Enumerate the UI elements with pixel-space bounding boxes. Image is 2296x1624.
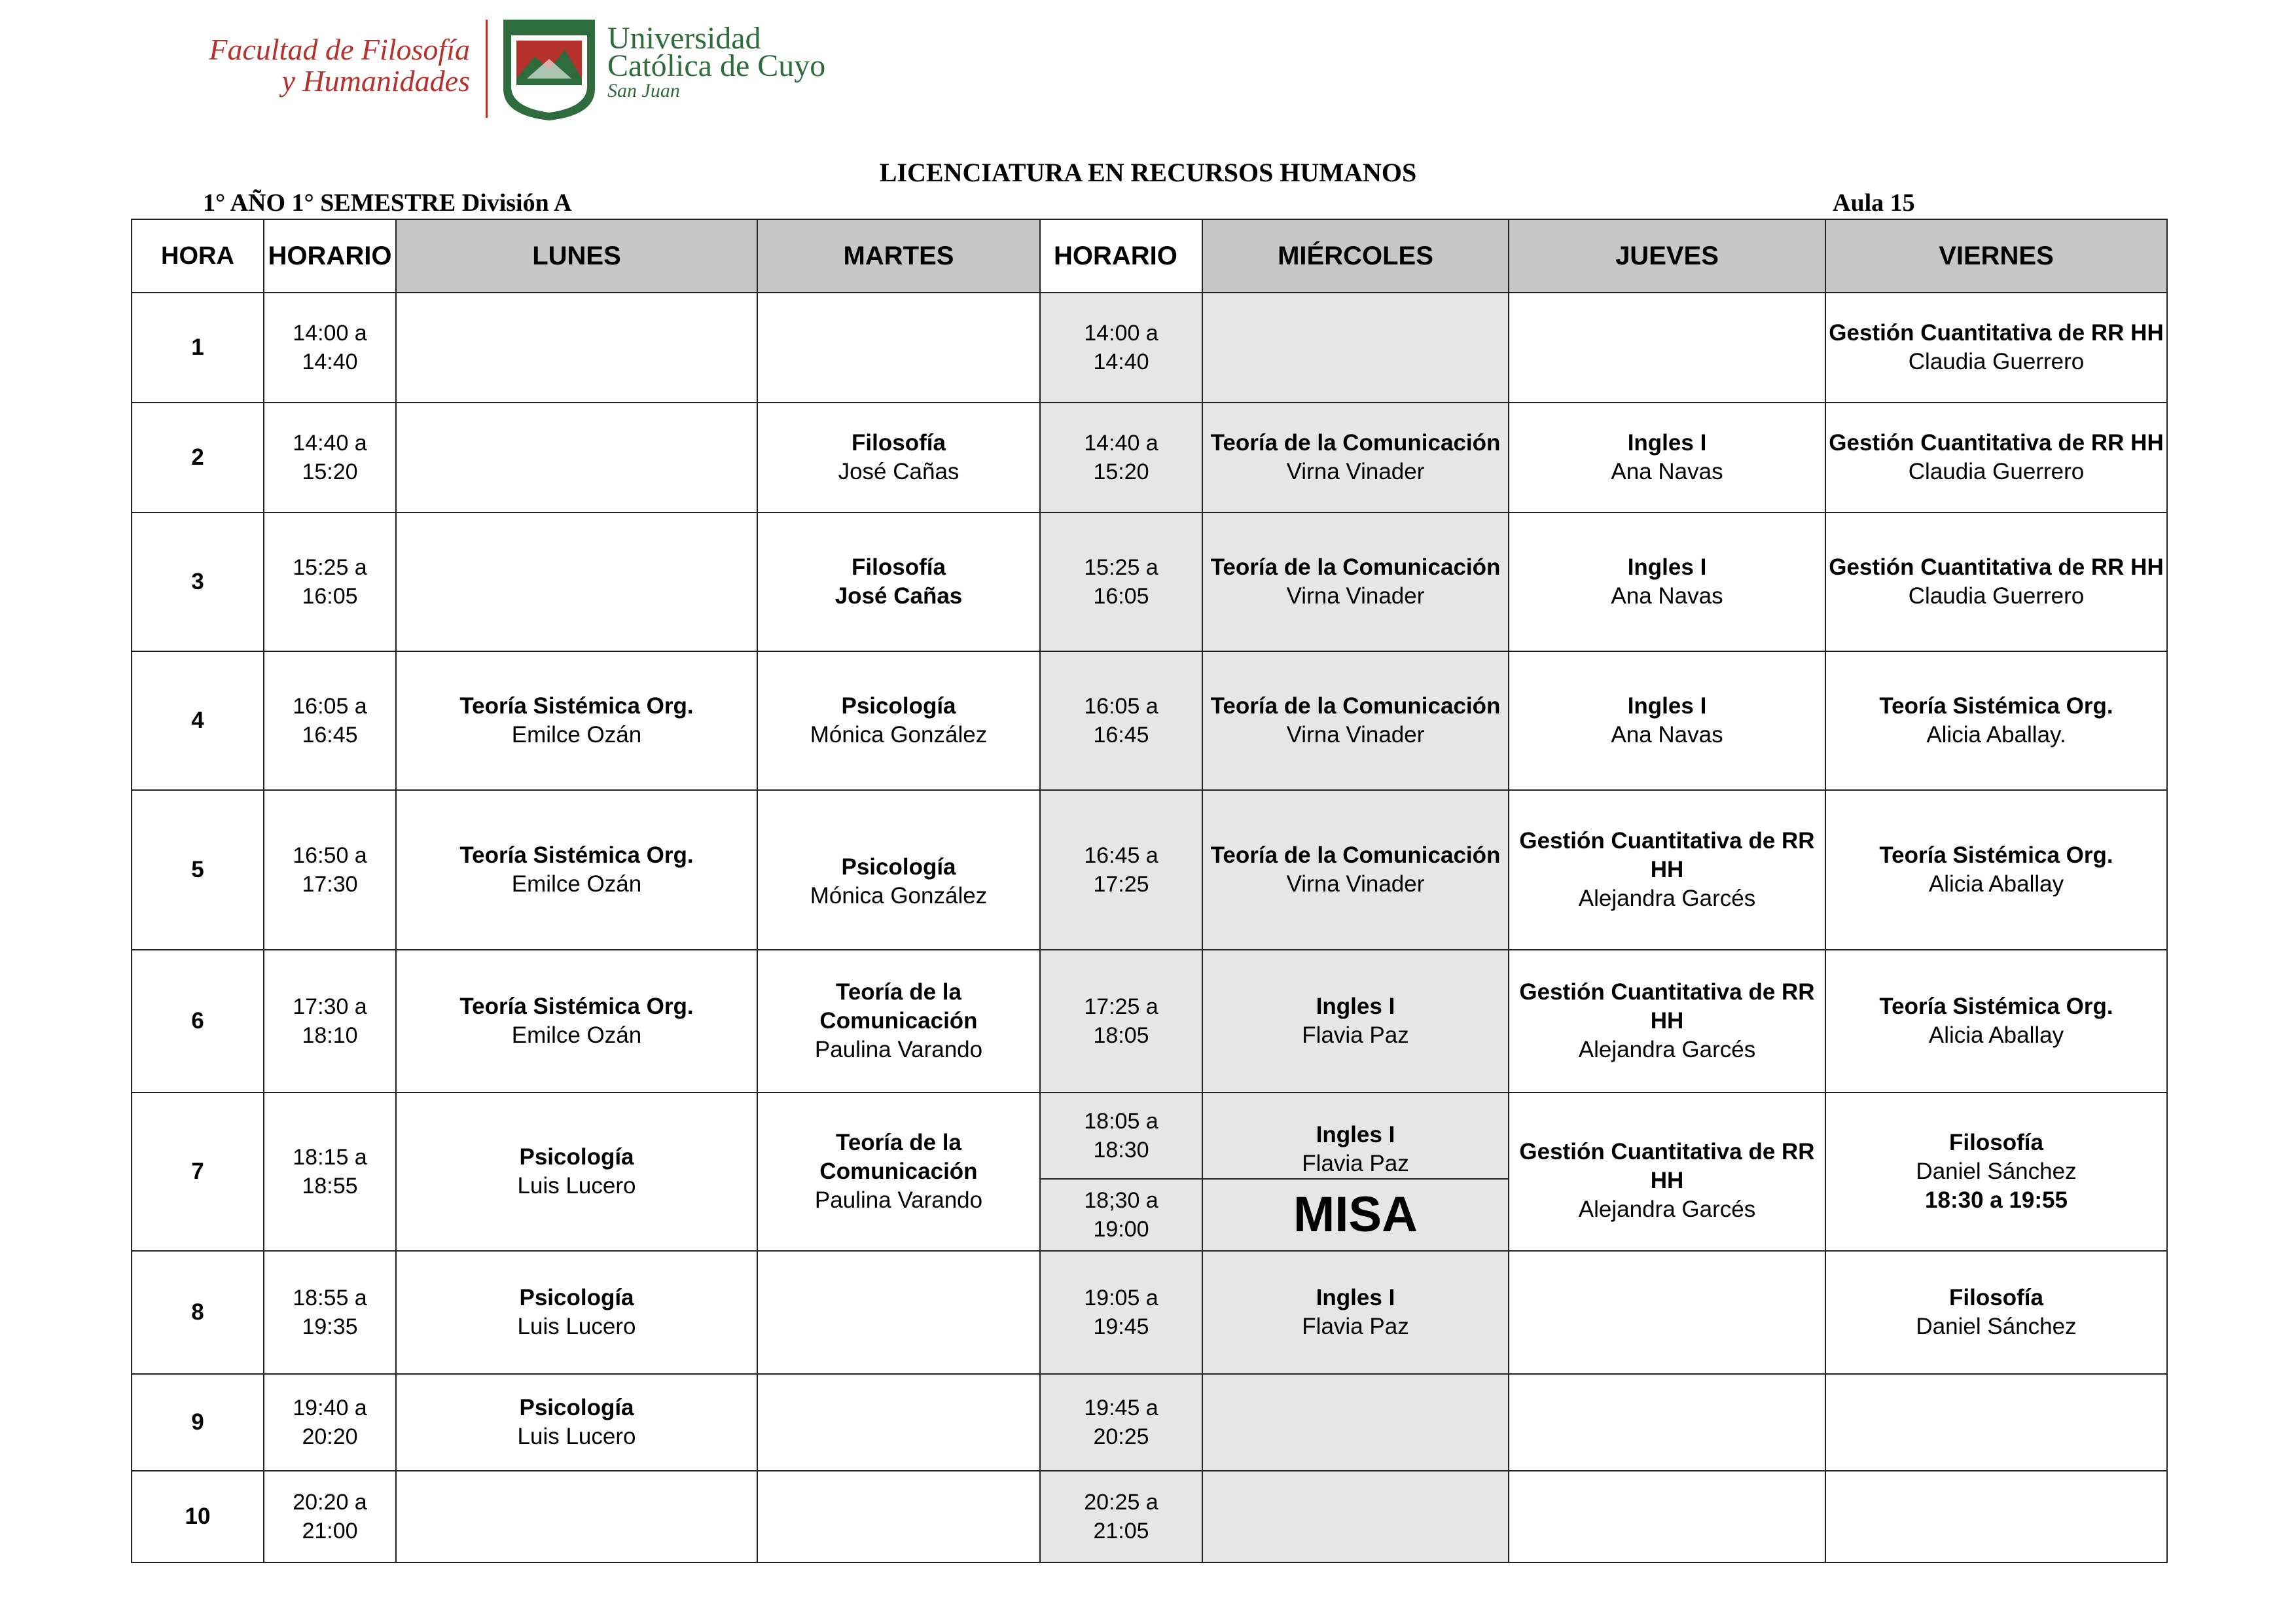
time-end: 21:05 (1093, 1519, 1149, 1543)
hora-cell: 8 (132, 1251, 264, 1374)
subject-name: Teoría de la Comunicación (819, 979, 978, 1034)
subject-name: Psicología (519, 1285, 634, 1310)
teacher-name: Mónica González (810, 722, 988, 748)
time-start: 16:45 a (1084, 843, 1158, 868)
time-start: 19:40 a (293, 1396, 367, 1420)
time-start: 19:45 a (1084, 1396, 1158, 1420)
miercoles-cell (1202, 513, 1509, 651)
time-start: 16:05 a (293, 694, 367, 719)
teacher-name: Ana Navas (1611, 459, 1723, 484)
teacher-name: Alicia Aballay (1928, 1022, 2064, 1048)
teacher-name: Luis Lucero (517, 1314, 636, 1339)
teacher-name: Claudia Guerrero (1908, 349, 2085, 374)
time-end: 15:20 (302, 460, 358, 484)
time-end: 18:10 (302, 1023, 358, 1048)
time-start: 14:40 a (1084, 431, 1158, 456)
teacher-name: José Cañas (834, 583, 963, 609)
time-end: 18:55 (302, 1174, 358, 1199)
time-start: 17:30 a (293, 994, 367, 1019)
time-end: 16:05 (1093, 584, 1149, 609)
table-row (132, 403, 2167, 513)
jueves-cell (1509, 790, 1825, 950)
time-end: 19:00 (1093, 1217, 1149, 1242)
subject-name: Filosofía (852, 430, 946, 456)
lunes-cell (396, 1092, 757, 1251)
subject-name: Teoría Sistémica Org. (1879, 693, 2113, 719)
jueves-cell (1509, 1251, 1825, 1374)
subject-name: Gestión Cuantitativa de RR HH (1519, 828, 1815, 882)
table-row (132, 293, 2167, 403)
time-end: 18:05 (1093, 1023, 1149, 1048)
teacher-name: Ana Navas (1611, 722, 1723, 748)
subject-name: Teoría de la Comunicación (1210, 842, 1501, 868)
time-start: 15:25 a (1084, 555, 1158, 580)
teacher-name: Emilce Ozán (511, 871, 642, 897)
martes-cell (757, 651, 1040, 790)
time-note: 18:30 a 19:55 (1925, 1187, 2068, 1213)
miercoles-cell (1202, 1251, 1509, 1374)
schedule-table (131, 219, 2168, 1563)
time-cell-2 (1040, 1179, 1202, 1251)
viernes-cell (1825, 1471, 2167, 1562)
time-start: 15:25 a (293, 555, 367, 580)
jueves-cell (1509, 950, 1825, 1092)
lunes-cell (396, 950, 757, 1092)
hora-cell: 5 (132, 790, 264, 950)
time-cell-2 (1040, 1251, 1202, 1374)
time-cell-2 (1040, 950, 1202, 1092)
hora-cell: 10 (132, 1471, 264, 1562)
time-start: 16:05 a (1084, 694, 1158, 719)
time-start: 18:15 a (293, 1145, 367, 1170)
viernes-cell (1825, 293, 2167, 403)
hora-cell: 4 (132, 651, 264, 790)
teacher-name: Virna Vinader (1286, 722, 1425, 748)
time-start: 16:50 a (293, 843, 367, 868)
lunes-cell (396, 293, 757, 403)
time-start: 14:00 a (293, 321, 367, 346)
classroom-label: Aula 15 (1833, 189, 1915, 217)
teacher-name: Emilce Ozán (511, 722, 642, 748)
miercoles-cell (1202, 1471, 1509, 1562)
time-end: 21:00 (302, 1519, 358, 1543)
jueves-cell (1509, 1092, 1825, 1251)
time-cell (264, 1251, 396, 1374)
time-end: 14:40 (302, 350, 358, 374)
teacher-name: Virna Vinader (1286, 459, 1425, 484)
miercoles-cell (1202, 1374, 1509, 1471)
time-start: 17:25 a (1084, 994, 1158, 1019)
lunes-cell (396, 403, 757, 513)
faculty-name-line2: y Humanidades (281, 64, 470, 98)
viernes-cell (1825, 1374, 2167, 1471)
time-end: 16:45 (1093, 723, 1149, 748)
faculty-logo-text (190, 34, 470, 97)
table-row (132, 513, 2167, 651)
miercoles-cell (1202, 403, 1509, 513)
teacher-name: Claudia Guerrero (1908, 583, 2085, 609)
col-viernes: VIERNES (1825, 219, 2167, 293)
header-row (132, 219, 2167, 293)
teacher-name: Emilce Ozán (511, 1022, 642, 1048)
subject-name: Filosofía (852, 554, 946, 580)
time-start: 18:55 a (293, 1286, 367, 1310)
lunes-cell (396, 1251, 757, 1374)
time-end: 19:45 (1093, 1314, 1149, 1339)
subject-name: Teoría Sistémica Org. (459, 693, 694, 719)
teacher-name: Virna Vinader (1286, 583, 1425, 609)
jueves-cell (1509, 513, 1825, 651)
subject-name: Gestión Cuantitativa de RR HH (1519, 1139, 1815, 1193)
university-city: San Juan (607, 80, 680, 101)
table-row (132, 1251, 2167, 1374)
logo-divider (486, 20, 488, 118)
university-name (607, 21, 826, 102)
university-shield-icon (501, 17, 598, 123)
viernes-cell (1825, 790, 2167, 950)
martes-cell (757, 403, 1040, 513)
time-cell (264, 1374, 396, 1471)
time-cell (264, 403, 396, 513)
martes-cell (757, 1251, 1040, 1374)
lunes-cell (396, 1374, 757, 1471)
jueves-cell (1509, 293, 1825, 403)
martes-cell (757, 1092, 1040, 1251)
teacher-name: Alicia Aballay (1928, 871, 2064, 897)
teacher-name: Flavia Paz (1302, 1022, 1409, 1048)
subject-name: Gestión Cuantitativa de RR HH (1519, 979, 1815, 1034)
teacher-name: Mónica González (810, 883, 988, 909)
time-cell (264, 293, 396, 403)
martes-cell (757, 513, 1040, 651)
teacher-name: Alejandra Garcés (1578, 1037, 1756, 1062)
teacher-name: Daniel Sánchez (1916, 1159, 2077, 1184)
university-name-line1: Universidad (607, 21, 761, 56)
martes-cell (757, 293, 1040, 403)
col-lunes: LUNES (396, 219, 757, 293)
subject-name: Gestión Cuantitativa de RR HH (1829, 430, 2164, 456)
col-miercoles: MIÉRCOLES (1202, 219, 1509, 293)
time-start: 18;30 a (1084, 1188, 1158, 1213)
martes-cell (757, 790, 1040, 950)
teacher-name: Paulina Varando (814, 1187, 983, 1213)
teacher-name: Luis Lucero (517, 1424, 636, 1449)
col-horario: HORARIO (264, 219, 396, 293)
miercoles-cell (1202, 790, 1509, 950)
viernes-cell (1825, 651, 2167, 790)
subject-name: Gestión Cuantitativa de RR HH (1829, 554, 2164, 580)
lunes-cell (396, 790, 757, 950)
course-subtitle: 1° AÑO 1° SEMESTRE División A (203, 189, 572, 217)
time-cell (264, 790, 396, 950)
lunes-cell (396, 651, 757, 790)
time-cell-2 (1040, 293, 1202, 403)
subject-name: Psicología (519, 1395, 634, 1420)
hora-cell: 3 (132, 513, 264, 651)
col-martes: MARTES (757, 219, 1040, 293)
table-row (132, 950, 2167, 1092)
teacher-name: Virna Vinader (1286, 871, 1425, 897)
time-cell (264, 1092, 396, 1251)
col-horario-2: HORARIO (1040, 219, 1202, 293)
subject-name: Psicología (841, 693, 956, 719)
time-start: 18:05 a (1084, 1109, 1158, 1134)
jueves-cell (1509, 1471, 1825, 1562)
lunes-cell (396, 513, 757, 651)
subject-name: Gestión Cuantitativa de RR HH (1829, 320, 2164, 346)
subject-name: Ingles I (1316, 1285, 1395, 1310)
misa-label: MISA (1293, 1187, 1418, 1242)
subject-name: Psicología (841, 854, 956, 880)
martes-cell (757, 1471, 1040, 1562)
teacher-name: José Cañas (838, 459, 960, 484)
teacher-name: Alejandra Garcés (1578, 1197, 1756, 1222)
time-end: 14:40 (1093, 350, 1149, 374)
viernes-cell (1825, 403, 2167, 513)
time-end: 16:05 (302, 584, 358, 609)
teacher-name: Alejandra Garcés (1578, 886, 1756, 911)
time-end: 15:20 (1093, 460, 1149, 484)
subject-name: Ingles I (1627, 554, 1707, 580)
jueves-cell (1509, 1374, 1825, 1471)
teacher-name: Flavia Paz (1302, 1151, 1409, 1176)
subject-name: Ingles I (1627, 693, 1707, 719)
faculty-name-line1: Facultad de Filosofía (209, 33, 470, 66)
time-start: 19:05 a (1084, 1286, 1158, 1310)
subject-name: Filosofía (1949, 1130, 2043, 1155)
time-cell-2 (1040, 790, 1202, 950)
time-end: 19:35 (302, 1314, 358, 1339)
viernes-cell (1825, 950, 2167, 1092)
teacher-name: Ana Navas (1611, 583, 1723, 609)
subject-name: Teoría de la Comunicación (1210, 430, 1501, 456)
jueves-cell (1509, 651, 1825, 790)
time-cell-2 (1040, 651, 1202, 790)
subject-name: Teoría Sistémica Org. (1879, 842, 2113, 868)
time-cell-2 (1040, 513, 1202, 651)
time-cell (264, 1471, 396, 1562)
viernes-cell (1825, 1251, 2167, 1374)
subject-name: Teoría de la Comunicación (1210, 554, 1501, 580)
viernes-cell (1825, 1092, 2167, 1251)
col-hora: HORA (132, 219, 264, 293)
university-name-line2: Católica de Cuyo (607, 48, 826, 83)
hora-cell: 7 (132, 1092, 264, 1251)
hora-cell: 6 (132, 950, 264, 1092)
time-cell (264, 950, 396, 1092)
time-cell-2 (1040, 1471, 1202, 1562)
time-end: 20:25 (1093, 1424, 1149, 1449)
table-row (132, 1471, 2167, 1562)
hora-cell: 2 (132, 403, 264, 513)
subject-name: Teoría de la Comunicación (1210, 693, 1501, 719)
miercoles-cell (1202, 293, 1509, 403)
teacher-name: Paulina Varando (814, 1037, 983, 1062)
subject-name: Filosofía (1949, 1285, 2043, 1310)
time-end: 16:45 (302, 723, 358, 748)
teacher-name: Luis Lucero (517, 1173, 636, 1199)
table-row (132, 651, 2167, 790)
table-row (132, 790, 2167, 950)
teacher-name: Claudia Guerrero (1908, 459, 2085, 484)
miercoles-cell (1202, 950, 1509, 1092)
subject-name: Psicología (519, 1144, 634, 1170)
lunes-cell (396, 1471, 757, 1562)
time-end: 20:20 (302, 1424, 358, 1449)
subject-name: Teoría de la Comunicación (819, 1130, 978, 1184)
teacher-name: Flavia Paz (1302, 1314, 1409, 1339)
miercoles-cell (1202, 651, 1509, 790)
time-cell-2 (1040, 1374, 1202, 1471)
subject-name: Ingles I (1627, 430, 1707, 456)
table-row (132, 1092, 2167, 1179)
subject-name: Ingles I (1316, 1122, 1395, 1147)
time-start: 14:40 a (293, 431, 367, 456)
viernes-cell (1825, 513, 2167, 651)
time-start: 20:20 a (293, 1490, 367, 1515)
jueves-cell (1509, 403, 1825, 513)
misa-cell (1202, 1179, 1509, 1251)
subject-name: Ingles I (1316, 994, 1395, 1019)
time-cell (264, 513, 396, 651)
subject-name: Teoría Sistémica Org. (1879, 994, 2113, 1019)
teacher-name: Alicia Aballay. (1926, 722, 2066, 748)
time-start: 20:25 a (1084, 1490, 1158, 1515)
time-cell-2 (1040, 403, 1202, 513)
teacher-name: Daniel Sánchez (1916, 1314, 2077, 1339)
col-jueves: JUEVES (1509, 219, 1825, 293)
hora-cell: 1 (132, 293, 264, 403)
hora-cell: 9 (132, 1374, 264, 1471)
time-cell (264, 651, 396, 790)
time-start: 14:00 a (1084, 321, 1158, 346)
time-end: 17:25 (1093, 872, 1149, 897)
time-end: 18:30 (1093, 1138, 1149, 1163)
martes-cell (757, 950, 1040, 1092)
miercoles-cell (1202, 1092, 1509, 1179)
time-cell-2 (1040, 1092, 1202, 1179)
table-row (132, 1374, 2167, 1471)
subject-name: Teoría Sistémica Org. (459, 842, 694, 868)
time-end: 17:30 (302, 872, 358, 897)
martes-cell (757, 1374, 1040, 1471)
page-title: LICENCIATURA EN RECURSOS HUMANOS (879, 158, 1417, 187)
subject-name: Teoría Sistémica Org. (459, 994, 694, 1019)
